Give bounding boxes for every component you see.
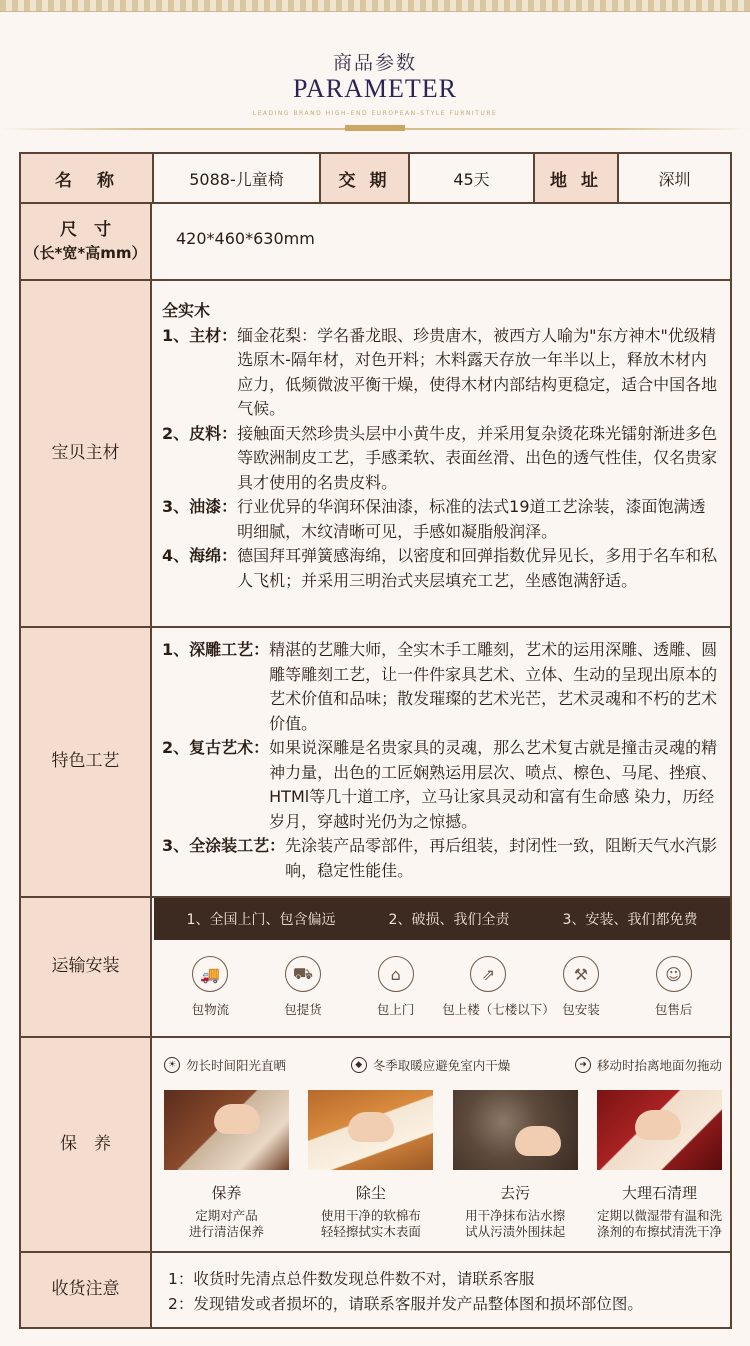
- service-caption: 包上楼（七楼以下）: [442, 1002, 555, 1017]
- subtitle-en: LEADING BRAND HIGH-END EUROPEAN-STYLE FURNITURE: [252, 110, 498, 117]
- material-item-num: 4、海绵：: [162, 546, 238, 565]
- care-content: [154, 1038, 730, 1251]
- service-caption: 包上门: [376, 1002, 415, 1017]
- service-item: [628, 956, 720, 1018]
- shipping-content: [154, 898, 730, 1036]
- shipping-promise: 2、破损、我们全责: [388, 912, 510, 928]
- material-item-text: 德国拜耳弹簧感海绵，以密度和回弹指数优异见长，多用于名车和私人飞机；并采用三明治式夹层填充工艺，坐感饱满舒适。: [237, 546, 718, 590]
- shipping-label: 运输安装: [21, 898, 152, 1036]
- material-item: [162, 544, 720, 593]
- care-tip: [164, 1056, 286, 1074]
- craft-item: [162, 638, 720, 736]
- receipt-label: 收货注意: [21, 1253, 152, 1327]
- size-content: [154, 204, 730, 279]
- care-card-desc: 用干净抹布沾水擦 试从污渍外围抹起: [465, 1208, 566, 1239]
- row-basic-info: [21, 154, 730, 204]
- move-icon: ➜: [575, 1057, 591, 1073]
- pickup-icon: ⛟: [285, 956, 321, 992]
- craft-item-num: 2、复古艺术：: [162, 738, 270, 757]
- title-en: PARAMETER: [292, 74, 458, 103]
- service-caption: 包提货: [284, 1002, 322, 1017]
- care-tip: [351, 1056, 511, 1074]
- care-card-title: 保养: [211, 1184, 242, 1202]
- material-item-num: 1、主材：: [162, 325, 238, 345]
- material-heading: 全实木: [162, 301, 211, 320]
- material-item-num: 2、皮料：: [162, 423, 238, 443]
- care-photo-polishing: [164, 1090, 289, 1170]
- service-caption: 包售后: [654, 1002, 693, 1017]
- craft-item-text: 先涂装产品零部件，再后组装，封闭性一致，阻断天气水汽影响，稳定性能佳。: [285, 836, 718, 880]
- material-item: [162, 324, 720, 422]
- receipt-content: [154, 1253, 730, 1327]
- care-card-desc: 定期以微湿带有温和洗 涤剂的布擦拭清洗干净: [596, 1208, 722, 1239]
- section-header: [0, 12, 750, 134]
- care-card-title: 除尘: [355, 1184, 386, 1202]
- top-decor-band: [0, 0, 750, 12]
- size-value: 420*460*630mm: [176, 229, 315, 248]
- care-card: [164, 1090, 289, 1240]
- name-value: 5088-儿童椅: [189, 169, 284, 189]
- delivery-label: 交 期: [321, 154, 408, 202]
- shipping-icons: [154, 956, 730, 1018]
- craft-item-num: 1、深雕工艺：: [162, 640, 270, 659]
- shipping-promise-bar: [154, 898, 730, 940]
- address-label: 地 址: [535, 154, 617, 202]
- size-label-line1: 尺 寸: [59, 220, 111, 241]
- care-tip: [575, 1056, 722, 1074]
- care-card: [597, 1090, 722, 1240]
- row-care: [21, 1038, 730, 1253]
- material-item: [162, 495, 720, 544]
- care-card: [308, 1090, 433, 1240]
- service-item: [350, 956, 442, 1018]
- craft-item-text: 如果说深雕是名贵家具的灵魂，那么艺术复古就是撞击灵魂的精神力量，出色的工匠娴熟运用层次、喷点、檫色、马尾、挫痕、HTMl等几十道工序，立马让家具灵动和富有生命感 染力，历经岁月，穿越时光仍为之惊撼。: [269, 738, 718, 831]
- shipping-promise: 3、安装、我们都免费: [562, 912, 698, 928]
- care-card-desc: 使用干净的软棉布 轻轻擦拭实木表面: [320, 1208, 421, 1239]
- care-tip-text: 冬季取暖应避免室内干燥: [372, 1058, 511, 1073]
- service-item: [442, 956, 555, 1018]
- care-tip-text: 移动时抬离地面勿拖动: [596, 1058, 722, 1073]
- name-label: 名 称: [21, 154, 152, 202]
- row-shipping: [21, 898, 730, 1038]
- care-photo-marble-cleaning: [597, 1090, 722, 1170]
- parameter-table: [19, 152, 732, 1329]
- drop-icon: ◆: [351, 1057, 367, 1073]
- material-item-num: 3、油漆：: [162, 497, 238, 516]
- row-receipt: [21, 1253, 730, 1327]
- material-item-text: 缅金花梨：学名番龙眼、珍贵唐木，被西方人喻为"东方神木"优级精选原木-隔年材，对色开料；木料露天存放一年半以上，释放木材内应力，低频微波平衡干燥，使得木材内部结构更稳定，适合中国各地气候。: [237, 325, 718, 418]
- craft-item-num: 3、全涂装工艺：: [162, 836, 286, 855]
- service-item: [535, 956, 627, 1018]
- receipt-note: 1：收货时先清点总件数发现总件数不对，请联系客服: [168, 1270, 535, 1288]
- craft-item: [162, 736, 720, 834]
- title-cn: 商品参数: [332, 52, 417, 74]
- craft-item: [162, 834, 720, 883]
- delivery-value: 45天: [453, 169, 490, 189]
- sun-icon: ☀: [164, 1057, 180, 1073]
- header-divider-accent: [345, 125, 405, 131]
- material-item-text: 接触面天然珍贵头层中小黄牛皮，并采用复杂烫花珠光镭射渐进多色等欧洲制皮工艺，手感柔软、表面丝滑、出色的透气性佳，仅名贵家具才使用的名贵皮料。: [237, 423, 718, 492]
- stairs-icon: ⇗: [470, 956, 506, 992]
- size-label-line2: （长*宽*高mm）: [24, 243, 147, 262]
- care-photo-stain-removal: [453, 1090, 578, 1170]
- address-value: 深圳: [658, 169, 691, 189]
- service-item: [257, 956, 349, 1018]
- service-item: [164, 956, 256, 1018]
- care-card: [453, 1090, 578, 1240]
- truck-icon: 🚚: [192, 956, 228, 992]
- row-material: [21, 281, 730, 628]
- care-label: 保 养: [21, 1038, 152, 1251]
- care-cards: [164, 1090, 722, 1240]
- material-item-text: 行业优异的华润环保油漆，标准的法式19道工艺涂装，漆面饱满透明细腻，木纹清晰可见，手感如凝脂般润泽。: [237, 497, 706, 541]
- service-caption: 包安装: [562, 1002, 600, 1017]
- aftersales-icon: ☺: [656, 956, 692, 992]
- row-craft: [21, 628, 730, 898]
- material-content: [154, 281, 730, 626]
- material-label: 宝贝主材: [21, 281, 152, 626]
- receipt-note: 2：发现错发或者损坏的，请联系客服并发产品整体图和损坏部位图。: [168, 1295, 643, 1313]
- care-tips: [164, 1056, 722, 1074]
- care-photo-dusting: [308, 1090, 433, 1170]
- care-card-desc: 定期对产品 进行清洁保养: [188, 1208, 264, 1239]
- row-size: [21, 204, 730, 281]
- craft-content: [154, 628, 730, 896]
- craft-label: 特色工艺: [21, 628, 152, 896]
- care-tip-text: 勿长时间阳光直晒: [186, 1058, 287, 1073]
- service-caption: 包物流: [191, 1002, 230, 1017]
- craft-item-text: 精湛的艺雕大师，全实木手工雕刻，艺术的运用深雕、透雕、圆雕等雕刻工艺，让一件件家具艺术、立体、生动的呈现出原本的艺术价值和品味；散发璀璨的艺术光芒，艺术灵魂和不朽的艺术价值。: [269, 640, 718, 733]
- shipping-promise: 1、全国上门、包含偏远: [186, 912, 336, 928]
- care-card-title: 大理石清理: [621, 1184, 697, 1202]
- size-label: [21, 204, 152, 279]
- material-item: [162, 422, 720, 496]
- install-icon: ⚒: [563, 956, 599, 992]
- care-card-title: 去污: [500, 1184, 531, 1202]
- door-icon: ⌂: [378, 956, 414, 992]
